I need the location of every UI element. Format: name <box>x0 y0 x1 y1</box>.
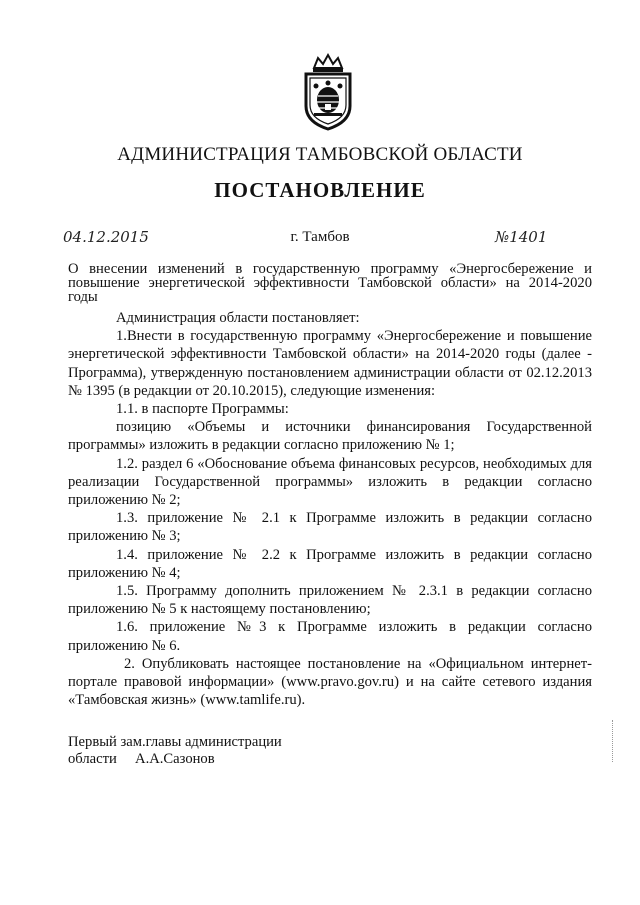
tambov-coat-of-arms-icon <box>296 52 360 132</box>
document-subject: О внесении изменений в государственную программу «Энергосбережение и повышение энергетической эффективности Тамбовской области» на 2014-2020 годы <box>68 261 592 305</box>
organization-title: АДМИНИСТРАЦИЯ ТАМБОВСКОЙ ОБЛАСТИ <box>117 144 523 165</box>
signature-name: А.А.Сазонов <box>135 751 215 767</box>
body-paragraph: 2. Опубликовать настоящее постановление на «Официальном интернет-портале правовой информации» (www.pravo.gov.ru) и на сайте сетевого издания «Тамбовская жизнь» (www.tamlife.ru). <box>68 655 592 709</box>
body-paragraph: позицию «Объемы и источники финансирования Государственной программы» изложить в редакции согласно приложению № 1; <box>68 419 592 454</box>
body-paragraph: 1.5. Программу дополнить приложением № 2.3.1 в редакции согласно приложению № 5 к настоящему постановлению; <box>68 583 592 618</box>
body-paragraph: 1.3. приложение № 2.1 к Программе изложить в редакции согласно приложению № 3; <box>68 510 592 545</box>
body-paragraph: 1.Внести в государственную программу «Энергосбережение и повышение энергетической эффективности Тамбовской области» на 2014-2020 годы (далее - Программа), утвержденную постановлением администрации области от 02.12.2013 № 1395 (в редакции от 20.10.2015), следующие изменения: <box>68 328 592 399</box>
scan-artifact <box>612 720 619 762</box>
document-number: №1401 <box>495 228 548 246</box>
body-paragraph: 1.2. раздел 6 «Обоснование объема финансовых ресурсов, необходимых для реализации Государственной программы» изложить в редакции согласно приложению № 2; <box>68 455 592 509</box>
body-paragraph: 1.1. в паспорте Программы: <box>116 401 289 418</box>
signature-region: области <box>68 751 117 767</box>
signature-line <box>68 751 282 768</box>
document-date: 04.12.2015 <box>63 228 149 246</box>
body-paragraph: Администрация области постановляет: <box>116 310 360 326</box>
document-city: г. Тамбов <box>290 229 350 245</box>
body-paragraph: 1.6. приложение №3 к Программе изложить в редакции согласно приложению № 6. <box>68 619 592 654</box>
document-body <box>68 309 592 709</box>
body-paragraph: 1.4. приложение № 2.2 к Программе изложить в редакции согласно приложению № 4; <box>68 546 592 581</box>
signature-position: Первый зам.главы администрации <box>68 734 282 750</box>
document-type-title: ПОСТАНОВЛЕНИЕ <box>214 178 426 202</box>
signature-block <box>68 734 282 768</box>
